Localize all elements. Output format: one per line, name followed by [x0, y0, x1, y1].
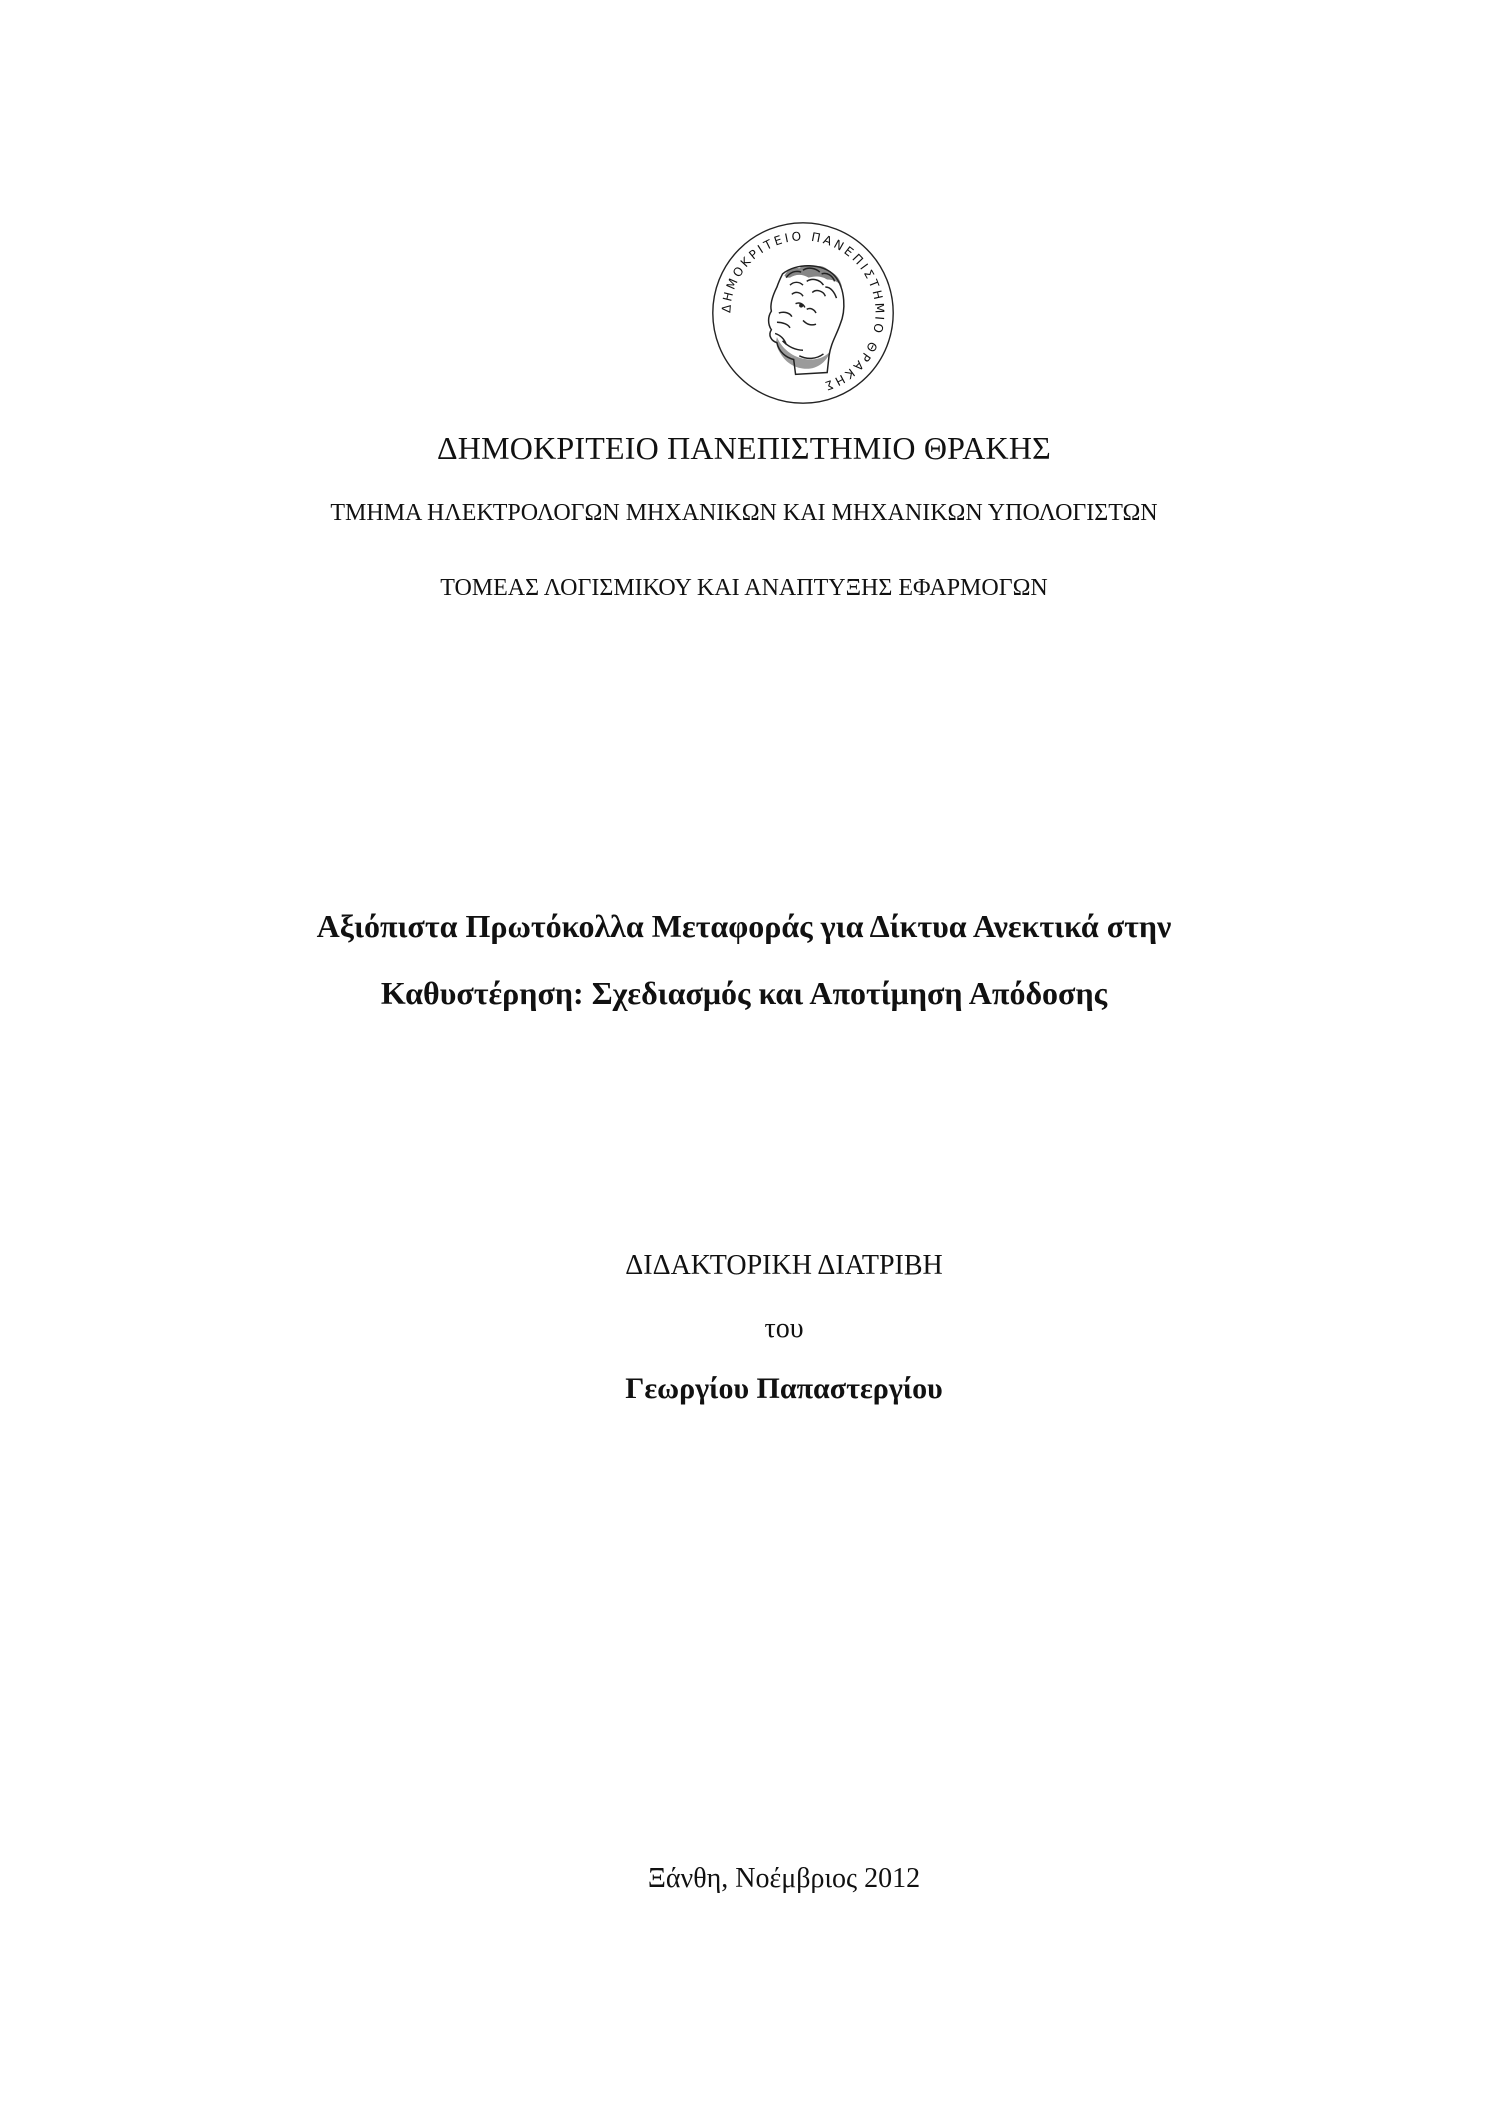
thesis-by: του [764, 1313, 804, 1344]
department-name: ΤΜΗΜΑ ΗΛΕΚΤΡΟΛΟΓΩΝ ΜΗΧΑΝΙΚΩΝ ΚΑΙ ΜΗΧΑΝΙΚΩΝ ΥΠΟΛΟΓΙΣΤΩΝ [330, 500, 1158, 526]
thesis-title-line-2: Καθυστέρηση: Σχεδιασμός και Αποτίμηση Απόδοσης [380, 975, 1108, 1011]
thesis-title-line-1: Αξιόπιστα Πρωτόκολλα Μεταφοράς για Δίκτυα Ανεκτικά στην [316, 908, 1172, 944]
university-name: ΔΗΜΟΚΡΙΤΕΙΟ ΠΑΝΕΠΙΣΤΗΜΙΟ ΘΡΑΚΗΣ [437, 430, 1051, 466]
university-seal-logo [710, 220, 896, 406]
sector-name: ΤΟΜΕΑΣ ΛΟΓΙΣΜΙΚΟΥ ΚΑΙ ΑΝΑΠΤΥΞΗΣ ΕΦΑΡΜΟΓΩΝ [440, 575, 1048, 601]
svg-text:ΔΗΜΟΚΡΙΤΕΙΟ ΠΑΝΕΠΙΣΤΗΜΙΟ ΘΡΑΚΗ [719, 229, 886, 393]
seal-ring-text: ΔΗΜΟΚΡΙΤΕΙΟ ΠΑΝΕΠΙΣΤΗΜΙΟ ΘΡΑΚΗΣ [719, 229, 887, 394]
democritus-head-icon [769, 266, 844, 375]
place-and-date: Ξάνθη, Νοέμβριος 2012 [647, 1863, 921, 1894]
thesis-author: Γεωργίου Παπαστεργίου [625, 1372, 943, 1405]
thesis-type: ΔΙΔΑΚΤΟΡΙΚΗ ΔΙΑΤΡΙΒΗ [625, 1250, 943, 1281]
